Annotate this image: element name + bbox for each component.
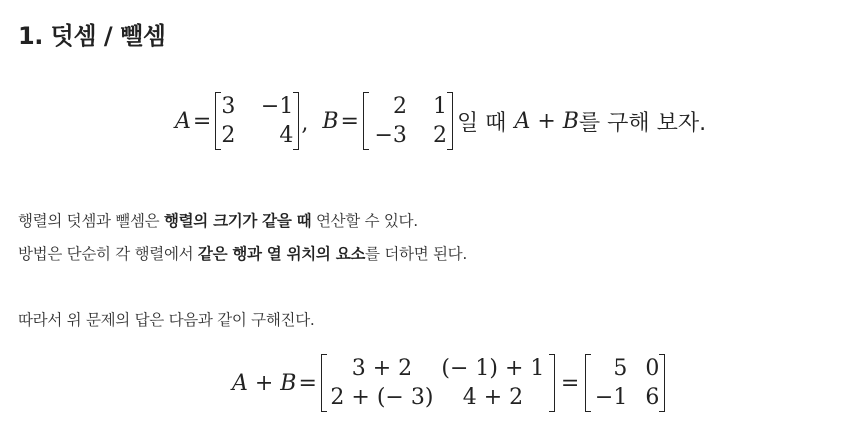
equals-sign: = — [560, 370, 580, 396]
result-cell: 0 — [645, 356, 660, 381]
problem-text-when: 일 때 — [456, 110, 507, 136]
intermediate-cell: 4 + 2 — [462, 385, 524, 410]
solution-equation — [232, 356, 667, 410]
matrix-b — [363, 94, 453, 148]
text: 행렬의 덧셈과 뺄셈은 — [18, 212, 164, 230]
intermediate-matrix — [321, 356, 555, 410]
matrix-a-label: A — [175, 108, 191, 134]
problem-sum-expression: A + B — [514, 108, 579, 134]
matrix-a-cell: −1 — [260, 94, 294, 119]
matrix-b-cell: 1 — [432, 94, 447, 119]
result-cell: 5 — [613, 356, 628, 381]
paragraph-answer-intro: 따라서 위 문제의 답은 다음과 같이 구해진다. — [18, 311, 315, 329]
text: 연산할 수 있다. — [311, 212, 418, 230]
result-cell: −1 — [594, 385, 628, 410]
problem-equation — [175, 94, 706, 148]
comma: , — [301, 111, 309, 136]
matrix-b-cell: 2 — [392, 94, 407, 119]
matrix-a-cell: 4 — [279, 123, 294, 148]
matrix-a-cell: 2 — [221, 123, 236, 148]
sum-label: A + B — [232, 370, 297, 396]
bold-text: 같은 행과 열 위치의 요소 — [197, 245, 366, 263]
matrix-b-label: B — [322, 108, 339, 134]
matrix-b-cell: 2 — [432, 123, 447, 148]
matrix-b-cell: −3 — [374, 123, 407, 148]
intermediate-cell: (− 1) + 1 — [441, 356, 545, 381]
text: 방법은 단순히 각 행렬에서 — [18, 245, 198, 263]
result-cell: 6 — [645, 385, 660, 410]
equals-sign: = — [192, 108, 212, 134]
paragraph-condition — [18, 209, 418, 231]
matrix-a-cell: 3 — [221, 94, 236, 119]
equals-sign: = — [298, 370, 317, 396]
result-matrix — [585, 356, 665, 410]
problem-text-find: 를 구해 보자. — [578, 110, 707, 136]
matrix-a — [215, 94, 299, 148]
equals-sign: = — [340, 108, 359, 134]
text: 를 더하면 된다. — [365, 245, 467, 263]
bold-text: 행렬의 크기가 같을 때 — [163, 212, 312, 230]
intermediate-cell: 2 + (− 3) — [330, 385, 434, 410]
section-heading: 1. 덧셈 / 뺄셈 — [18, 22, 166, 50]
intermediate-cell: 3 + 2 — [351, 356, 413, 381]
paragraph-method — [18, 242, 467, 264]
